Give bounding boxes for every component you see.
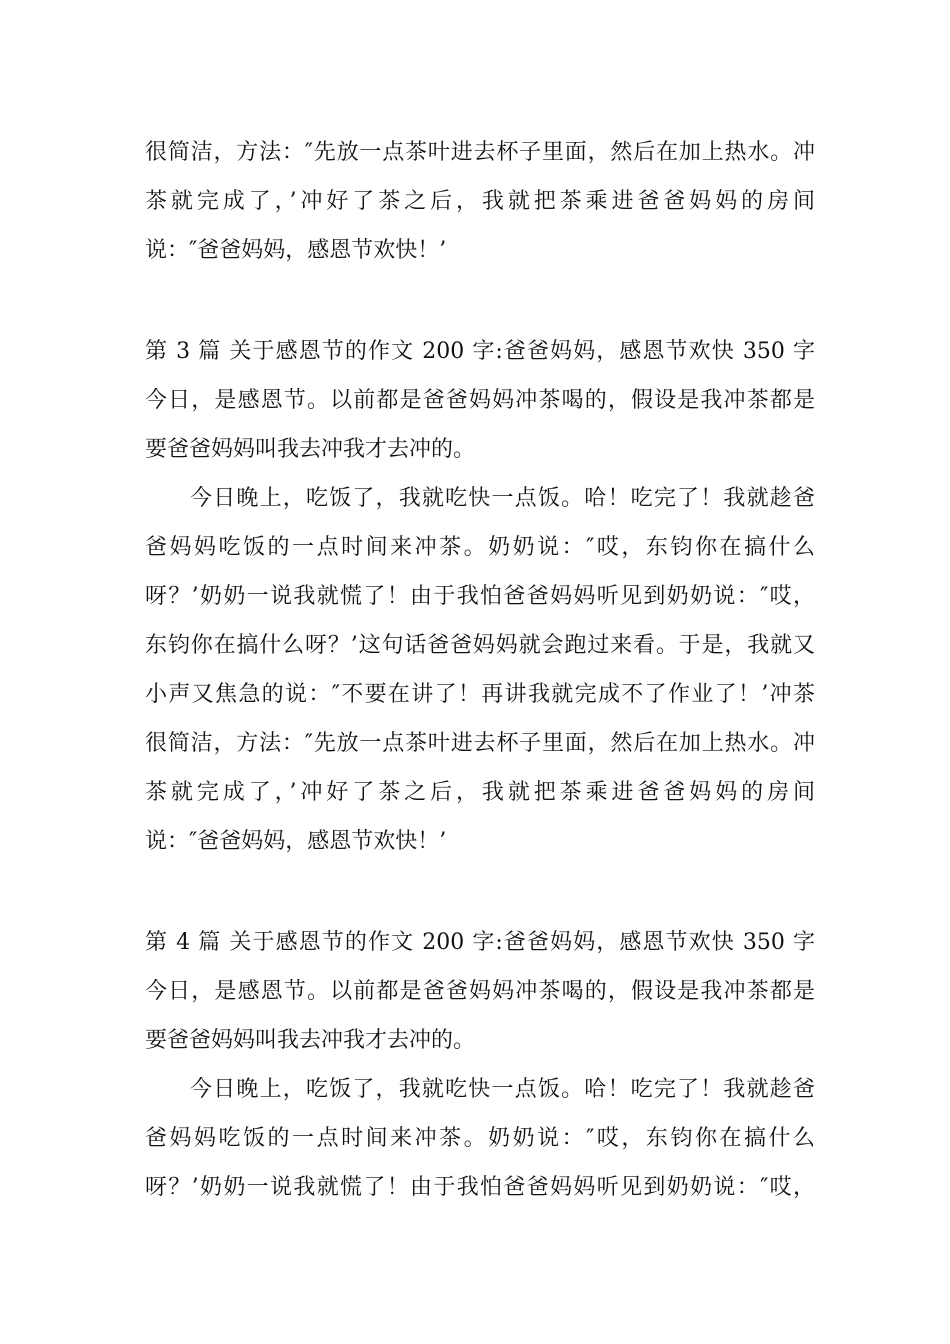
text-line: 说：″爸爸妈妈，感恩节欢快！’: [145, 829, 447, 854]
text-line: 呀？’奶奶一说我就慌了！由于我怕爸爸妈妈听见到奶奶说：″哎，: [145, 1175, 815, 1200]
text-line: 今日晚上，吃饭了，我就吃快一点饭。哈！吃完了！我就趁爸: [190, 1077, 815, 1102]
text-line: 今日，是感恩节。以前都是爸爸妈妈冲茶喝的，假设是我冲茶都是: [145, 979, 815, 1004]
text-line: 爸妈妈吃饭的一点时间来冲茶。奶奶说：″哎，东钧你在搞什么: [145, 535, 815, 560]
text-line: 要爸爸妈妈叫我去冲我才去冲的。: [145, 1028, 476, 1053]
text-line: 小声又焦急的说：″不要在讲了！再讲我就完成不了作业了！’冲茶: [145, 682, 815, 707]
text-line: 很简洁，方法：″先放一点茶叶进去杯子里面，然后在加上热水。冲: [145, 731, 815, 756]
section-heading: 第 3 篇 关于感恩节的作文 200 字:爸爸妈妈，感恩节欢快 350 字: [145, 339, 815, 364]
text-line: 今日晚上，吃饭了，我就吃快一点饭。哈！吃完了！我就趁爸: [190, 486, 815, 511]
text-line: 要爸爸妈妈叫我去冲我才去冲的。: [145, 437, 476, 462]
text-line: 呀？’奶奶一说我就慌了！由于我怕爸爸妈妈听见到奶奶说：″哎，: [145, 584, 815, 609]
section-heading: 第 4 篇 关于感恩节的作文 200 字:爸爸妈妈，感恩节欢快 350 字: [145, 930, 815, 955]
text-line: 今日，是感恩节。以前都是爸爸妈妈冲茶喝的，假设是我冲茶都是: [145, 388, 815, 413]
text-line: 很简洁，方法：″先放一点茶叶进去杯子里面，然后在加上热水。冲: [145, 140, 815, 165]
text-line: 东钧你在搞什么呀？’这句话爸爸妈妈就会跑过来看。于是，我就又: [145, 633, 815, 658]
text-line: 说：″爸爸妈妈，感恩节欢快！’: [145, 238, 447, 263]
text-line: 爸妈妈吃饭的一点时间来冲茶。奶奶说：″哎，东钧你在搞什么: [145, 1126, 815, 1151]
text-line: 茶就完成了，’冲好了茶之后，我就把茶乘进爸爸妈妈的房间: [145, 189, 815, 214]
text-line: 茶就完成了，’冲好了茶之后，我就把茶乘进爸爸妈妈的房间: [145, 780, 815, 805]
